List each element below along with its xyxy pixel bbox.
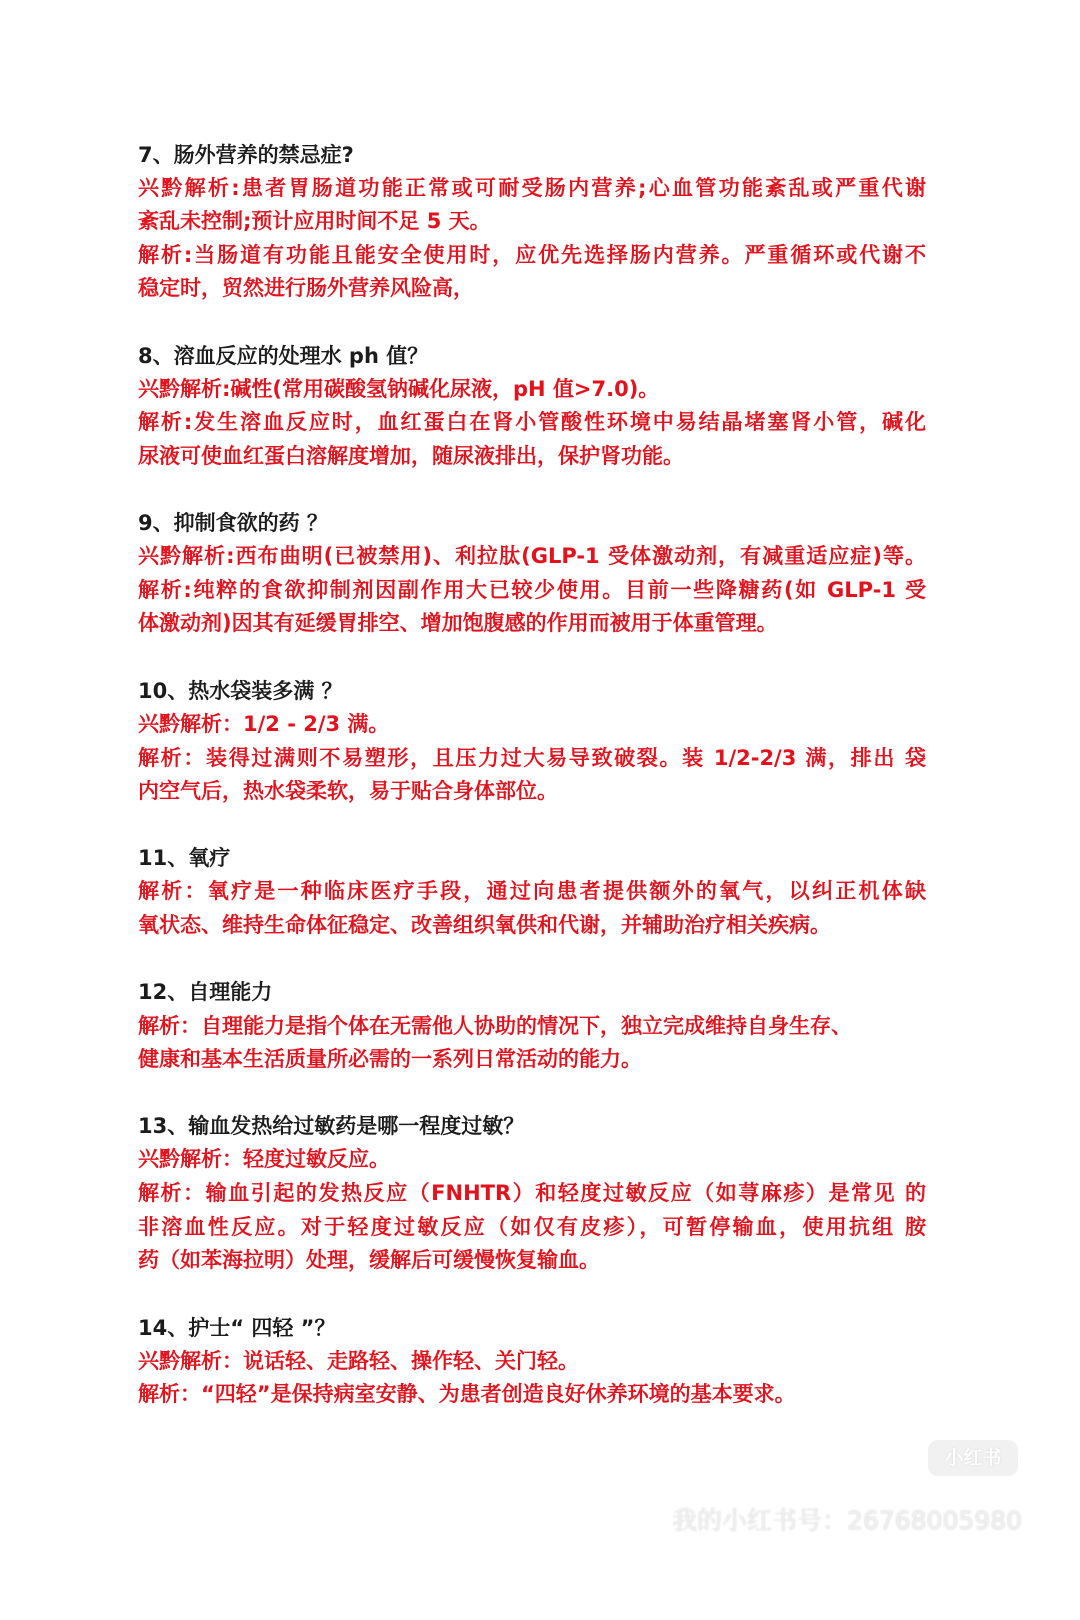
answer-line: 解析：输血引起的发热反应（FNHTR）和轻度过敏反应（如荨麻疹）是常见 的 xyxy=(138,1181,926,1205)
answer-line: 解析:纯粹的食欲抑制剂因副作用大已较少使用。目前一些降糖药(如 GLP-1 受 xyxy=(138,578,926,602)
question-title: 14、护士“ 四轻 ”？ xyxy=(138,1316,336,1340)
answer-line: 健康和基本生活质量所必需的一系列日常活动的能力。 xyxy=(138,1047,642,1071)
question-title: 9、抑制食欲的药 ？ xyxy=(138,511,328,535)
answer-line: 体激动剂)因其有延缓胃排空、增加饱腹感的作用而被用于体重管理。 xyxy=(138,611,778,635)
question-title: 11、氧疗 xyxy=(138,846,231,870)
answer-line: 兴黔解析：轻度过敏反应。 xyxy=(138,1147,390,1171)
question-title: 7、肠外营养的禁忌症? xyxy=(138,143,354,167)
answer-line: 兴黔解析：说话轻、走路轻、操作轻、关门轻。 xyxy=(138,1349,579,1373)
answer-line: 兴黔解析:西布曲明(已被禁用)、利拉肽(GLP-1 受体激动剂，有减重适应症)等。 xyxy=(138,544,926,568)
answer-line: 非溶血性反应。对于轻度过敏反应（如仅有皮疹），可暂停输血，使用抗组 胺 xyxy=(138,1215,926,1239)
account-id-watermark: 我的小红书号：26768005980 xyxy=(672,1506,1022,1535)
question-title: 8、溶血反应的处理水 ph 值？ xyxy=(138,344,429,368)
answer-line: 解析：氧疗是一种临床医疗手段，通过向患者提供额外的氧气，以纠正机体缺 xyxy=(138,879,926,903)
answer-line: 解析：装得过满则不易塑形，且压力过大易导致破裂。装 1/2-2/3 满，排出 袋 xyxy=(138,746,926,770)
answer-line: 解析:当肠道有功能且能安全使用时，应优先选择肠内营养。严重循环或代谢不 xyxy=(138,243,926,267)
answer-line: 兴黔解析：1/2 - 2/3 满。 xyxy=(138,712,390,736)
answer-line: 氧状态、维持生命体征稳定、改善组织氧供和代谢，并辅助治疗相关疾病。 xyxy=(138,913,831,937)
answer-line: 尿液可使血红蛋白溶解度增加，随尿液排出，保护肾功能。 xyxy=(138,444,684,468)
answer-line: 药（如苯海拉明）处理，缓解后可缓慢恢复输血。 xyxy=(138,1248,600,1272)
answer-line: 解析:发生溶血反应时，血红蛋白在肾小管酸性环境中易结晶堵塞肾小管，碱化 xyxy=(138,410,926,434)
answer-line: 兴黔解析:患者胃肠道功能正常或可耐受肠内营养;心血管功能紊乱或严重代谢 xyxy=(138,176,926,200)
question-title: 10、热水袋装多满 ？ xyxy=(138,679,343,703)
answer-line: 兴黔解析:碱性(常用碳酸氢钠碱化尿液，pH 值>7.0)。 xyxy=(138,377,660,401)
question-title: 12、自理能力 xyxy=(138,980,273,1004)
answer-line: 内空气后，热水袋柔软，易于贴合身体部位。 xyxy=(138,779,558,803)
answer-line: 紊乱未控制;预计应用时间不足 5 天。 xyxy=(138,209,491,233)
question-title: 13、输血发热给过敏药是哪一程度过敏？ xyxy=(138,1114,525,1138)
answer-line: 解析：“四轻”是保持病室安静、为患者创造良好休养环境的基本要求。 xyxy=(138,1382,796,1406)
answer-line: 解析：自理能力是指个体在无需他人协助的情况下，独立完成维持自身生存、 xyxy=(138,1014,852,1038)
xiaohongshu-logo-watermark: 小红书 xyxy=(928,1440,1018,1476)
answer-line: 稳定时，贸然进行肠外营养风险高， xyxy=(138,276,474,300)
